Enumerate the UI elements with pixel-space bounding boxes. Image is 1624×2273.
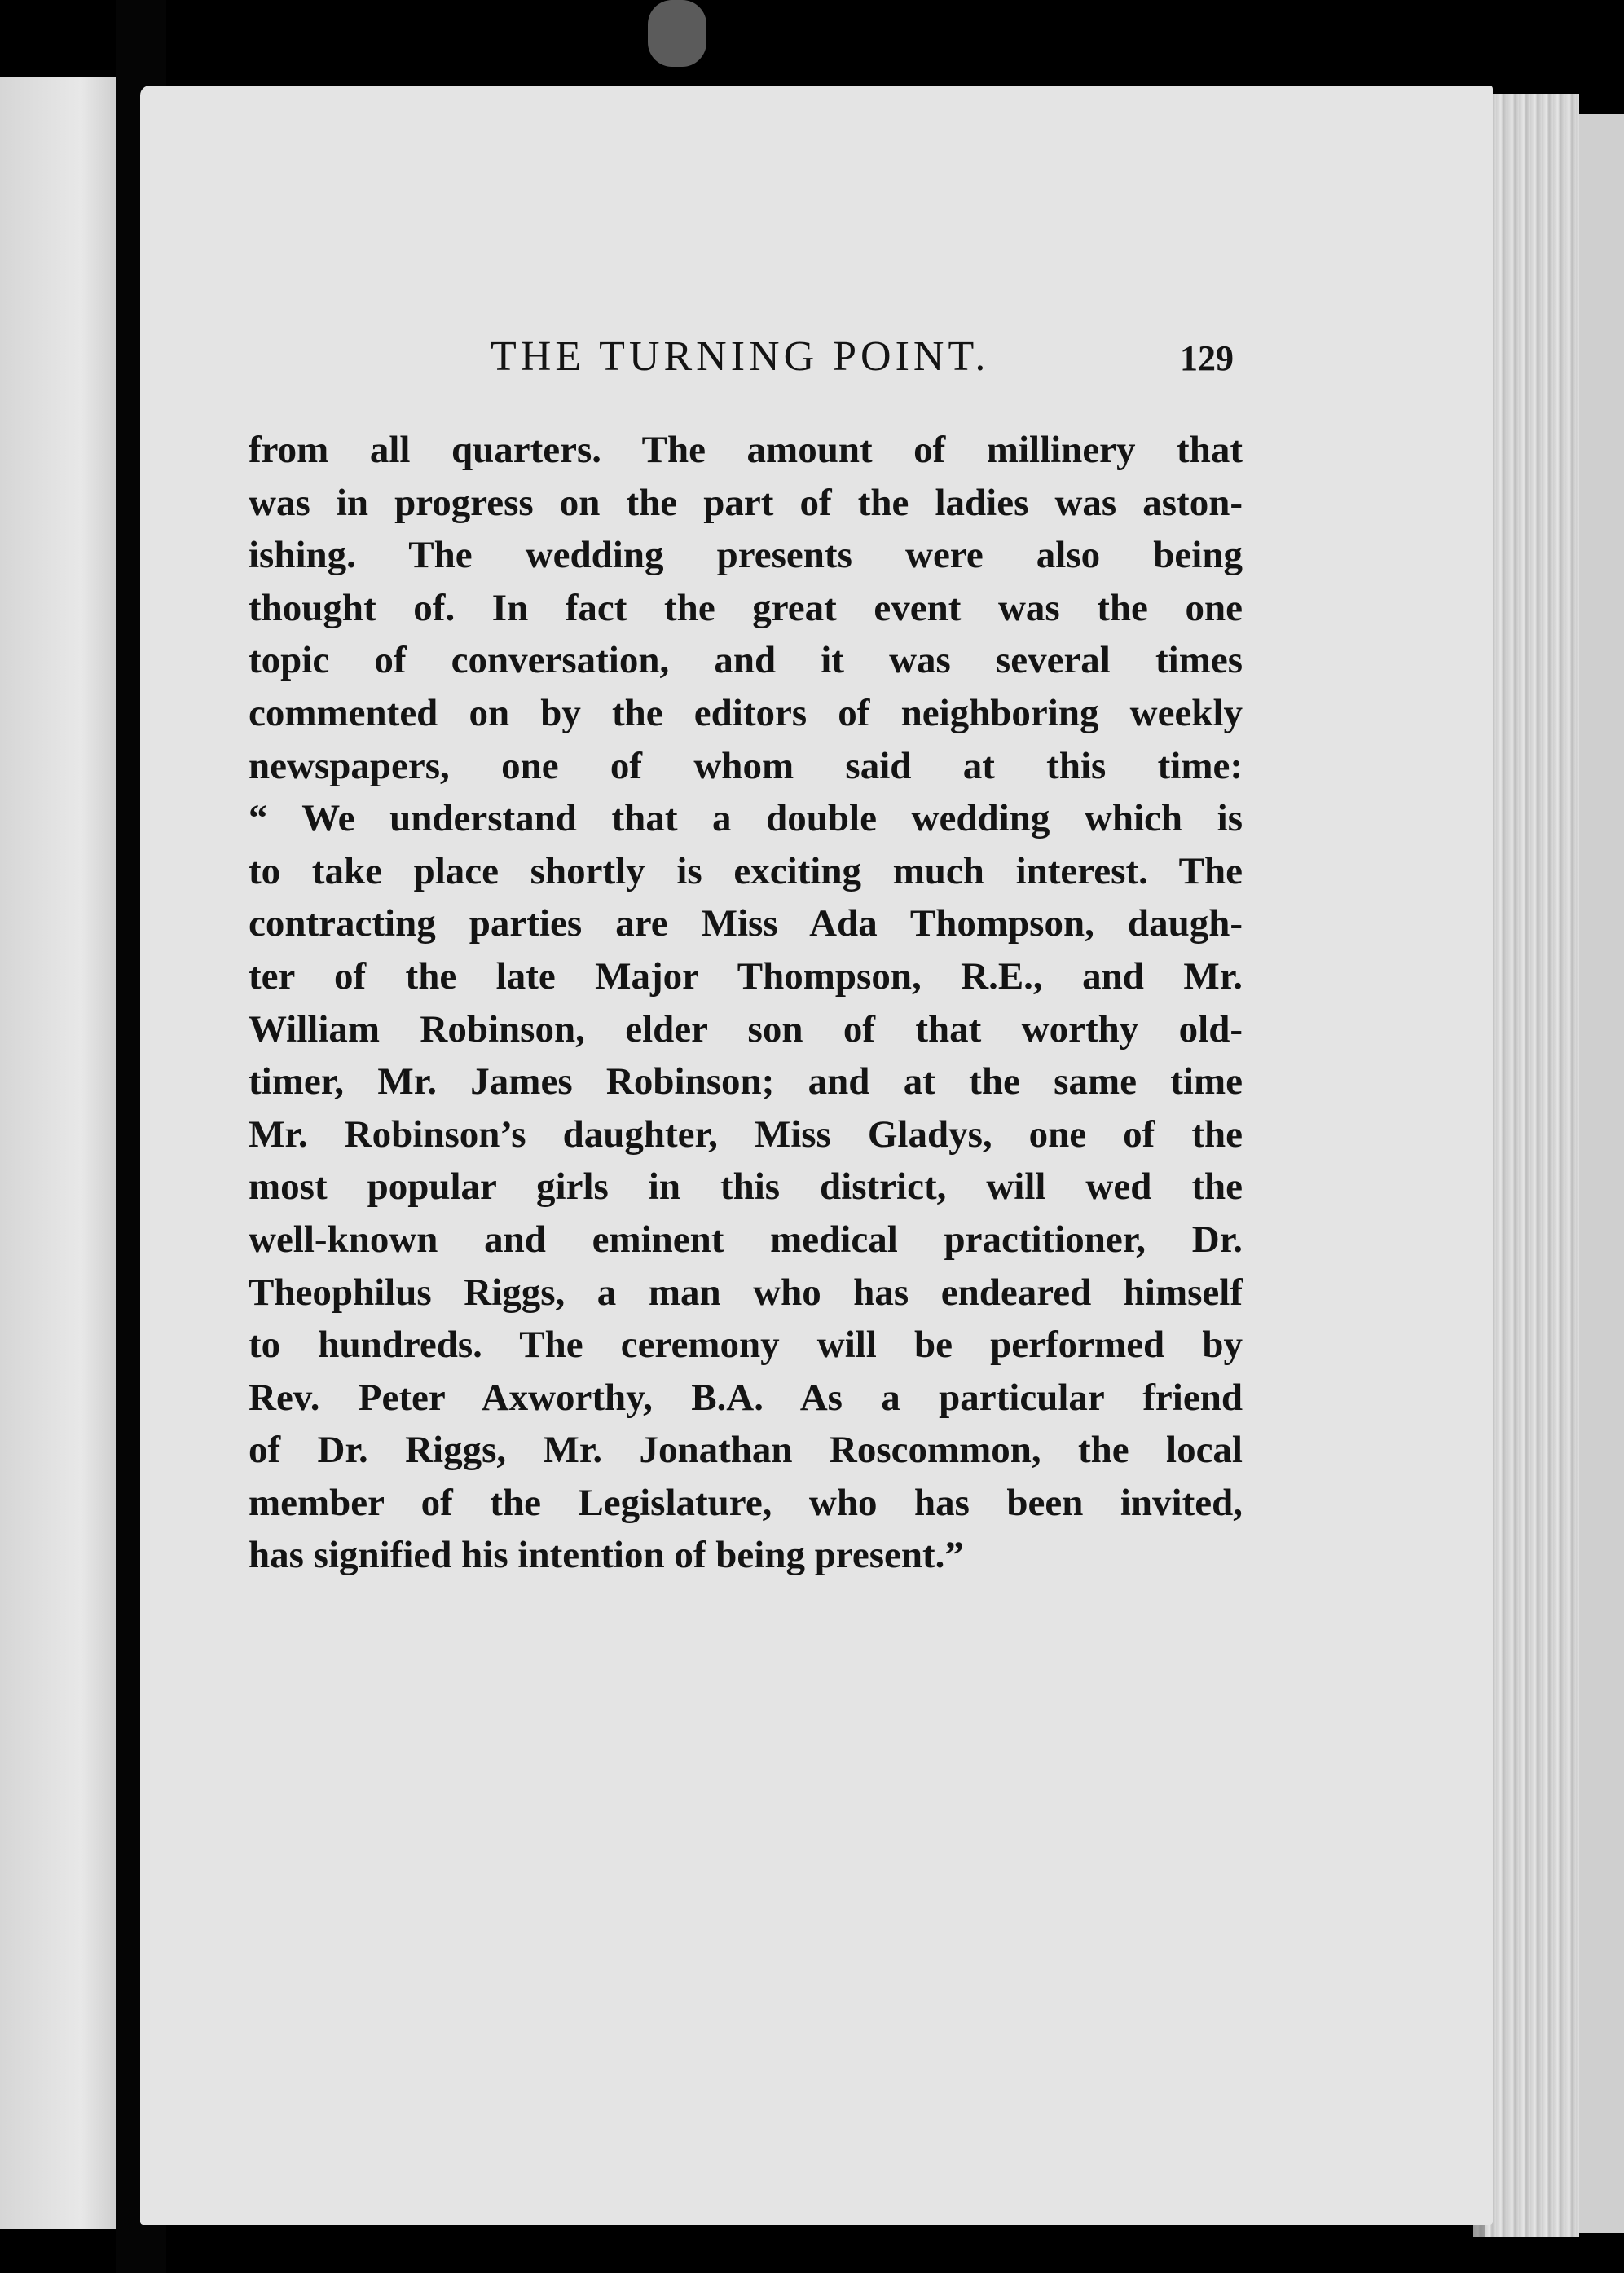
left-page-edge [0, 77, 116, 2229]
text-line: well-known and eminent medical practitioner, Dr. [249, 1218, 1243, 1261]
text-line: “ We understand that a double wedding which is [249, 797, 1243, 840]
text-line: commented on by the editors of neighboring weekly [249, 691, 1243, 734]
text-line: most popular girls in this district, will wed the [249, 1165, 1243, 1209]
text-line: William Robinson, elder son of that worthy old- [249, 1007, 1243, 1051]
text-line: Theophilus Riggs, a man who has endeared himself [249, 1271, 1243, 1314]
text-line: was in progress on the part of the ladies was aston- [249, 481, 1243, 524]
text-line: contracting parties are Miss Ada Thompson, daugh- [249, 902, 1243, 945]
running-head [269, 326, 1234, 391]
text-line: to take place shortly is exciting much interest. The [249, 849, 1243, 892]
text-line: has signified his intention of being present.” [249, 1534, 964, 1577]
text-line: topic of conversation, and it was several times [249, 639, 1243, 682]
text-line: timer, Mr. James Robinson; and at the same time [249, 1060, 1243, 1103]
text-line: ishing. The wedding presents were also being [249, 534, 1243, 577]
text-line: from all quarters. The amount of millinery that [249, 429, 1243, 471]
text-line: ter of the late Major Thompson, R.E., and Mr. [249, 954, 1243, 998]
text-line: of Dr. Riggs, Mr. Jonathan Roscommon, the local [249, 1429, 1243, 1472]
text-line: newspapers, one of whom said at this time: [249, 744, 1243, 787]
text-line: thought of. In fact the great event was the one [249, 586, 1243, 629]
scan-artifact [648, 0, 706, 67]
text-line: to hundreds. The ceremony will be performed by [249, 1324, 1243, 1367]
page-number: 129 [1180, 338, 1234, 378]
right-background-strip [1579, 114, 1624, 2233]
text-line: Mr. Robinson’s daughter, Miss Gladys, one of the [249, 1112, 1243, 1156]
text-line: member of the Legislature, who has been invited, [249, 1481, 1243, 1524]
text-line: Rev. Peter Axworthy, B.A. As a particular friend [249, 1376, 1243, 1419]
running-title: THE TURNING POINT. [491, 333, 990, 380]
body-paragraph [249, 424, 1243, 1582]
